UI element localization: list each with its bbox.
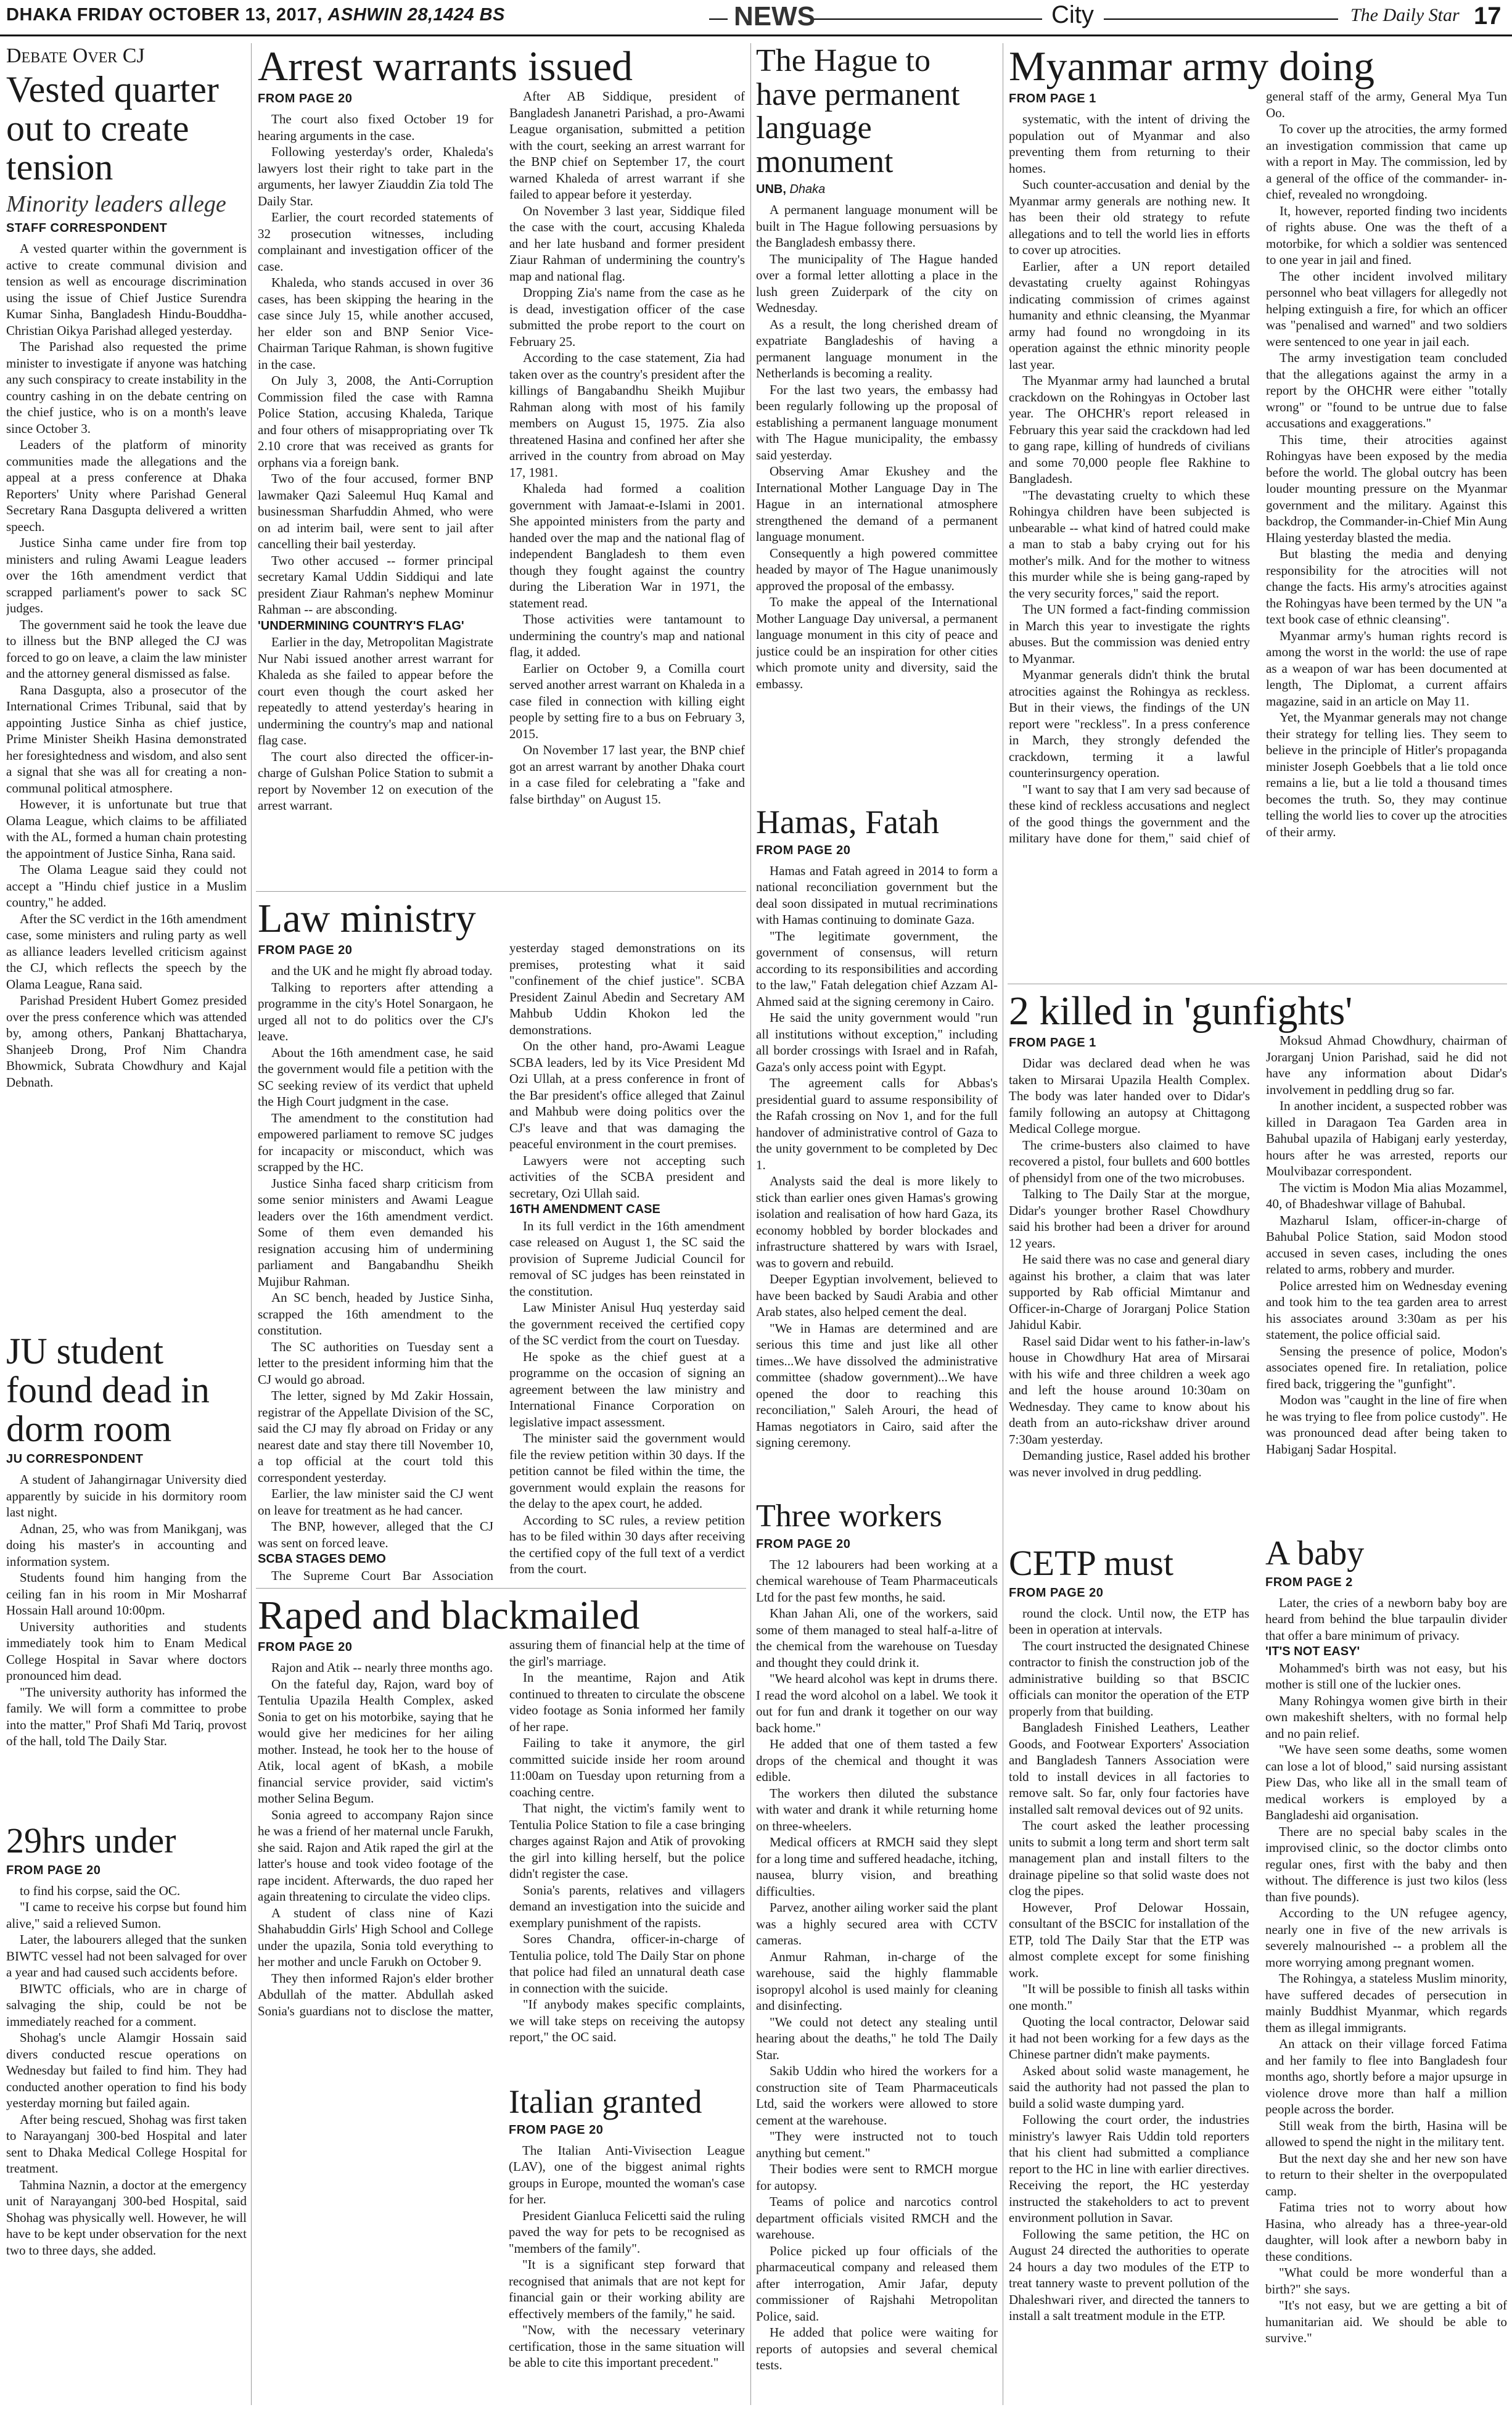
article-byline: FROM PAGE 20 (756, 1537, 851, 1551)
article-paragraph: "It is a significant step forward that recognised that animals that are not kept for financial gain or their working ability are effectively members of the family," he said. (509, 2257, 745, 2321)
article-paragraph: Earlier, after a UN report detailed devastating cruelty against Rohingyas indicating commission of crimes against humanity and ethnic cleansing, the Myanmar army had found no wrongdoing in its operation against the ethnic minority people last year. (1009, 258, 1250, 372)
article-paragraph: He said the unity government would "run all institutions without exception," including all border crossings with Israel and in Rafah, Gaza's only access point with Egypt. (756, 1010, 998, 1074)
article-paragraph: Parishad President Hubert Gomez presided over the press conference which was attended by, among others, Pankanj Bhattacharya, Shanjeeb Drong, Prof Nim Chandra Bhowmick, Subrata Chowdhury and Kajal Debnath. (6, 993, 247, 1090)
article-paragraph: However, Prof Delowar Hossain, consultant of the BSCIC for installation of the ETP, told The Daily Star that the ETP was almost complete except for some finishing work. (1009, 1899, 1249, 1980)
article-paragraph: 16TH AMENDMENT CASE (509, 1203, 660, 1217)
article-byline: FROM PAGE 20 (6, 1863, 101, 1877)
article-paragraph: Rajon and Atik -- nearly three months ago. (271, 1660, 493, 1676)
article-paragraph: Adnan, 25, who was from Manikganj, was doing his master's in accounting and information system. (6, 1521, 247, 1569)
article-paragraph: Mazharul Islam, officer-in-charge of Bahubal Police Station, said Modon stood accused in seven cases, including the ones related to arms, robbery and murder. (1266, 1212, 1507, 1277)
column-divider (251, 43, 252, 2405)
article-gunfights (1009, 990, 1507, 1539)
article-paragraph: A student of Jahangirnagar University died apparently by suicide in his dormitory room last night. (6, 1472, 247, 1520)
article-paragraph: The amendment to the constitution had empowered parliament to remove SC judges for incapacity or misconduct, which was scrapped by the HC. (258, 1110, 493, 1175)
article-headline: The Hague to have permanent language monument (756, 44, 960, 179)
article-byline: STAFF CORRESPONDENT (6, 221, 168, 235)
article-paragraph: "The university authority has informed the family. We will form a committee to probe into the matter," Prof Shafi Md Tariq, provost of the hall, told The Daily Star. (6, 1684, 247, 1748)
article-body (6, 241, 247, 1090)
article-byline: FROM PAGE 20 (258, 944, 353, 958)
article-paragraph: To cover up the atrocities, the army formed an investigation commission that came up with a report in May. The commission, led by a general of the office of the commander- in-chief, revealed no wrongdoing. (1266, 121, 1507, 202)
article-byline: FROM PAGE 20 (1009, 1585, 1104, 1600)
article-paragraph: Modon was "caught in the line of fire when he was trying to flee from police custody". He was pronounced dead after being taken to Habiganj Sadar Hospital. (1266, 1392, 1507, 1457)
article-headline: Law ministry (258, 897, 476, 941)
article-body (6, 1883, 247, 2259)
article-paragraph: "If anybody makes specific complaints, we will take steps on receiving the autopsy report," the OC said. (509, 1997, 745, 2045)
article-paragraph: But blasting the media and denying responsibility for the atrocities will not change the facts. His army's atrocities against the Rohingyas have been termed by the UN "a text book case of ethnic cleansing". (1266, 546, 1507, 627)
article-paragraph: The army investigation team concluded that the allegations against the army in a report by the OHCHR were either "totally wrong" or "found to be untrue due to false accusations and exaggerations." (1266, 350, 1507, 431)
article-paragraph: Demanding justice, Rasel added his brother was never involved in drug peddling. (1009, 1448, 1250, 1479)
article-paragraph: and the UK and he might fly abroad today. (271, 963, 493, 979)
article-paragraph: On the fateful day, Rajon, ward boy of Tentulia Upazila Health Complex, asked Sonia to get on his motorbike, saying that he would give her medicines for her ailing mother. Instead, he took her to the house of Atik, local agent of bKash, a mobile financial service provider, said victim's mother Selina Begum. (258, 1676, 493, 1806)
article-paragraph: "It will be possible to finish all tasks within one month." (1009, 1981, 1249, 2013)
article-paragraph: The 12 labourers had been working at a chemical warehouse of Team Pharmaceuticals Ltd for the past few months, he said. (756, 1557, 998, 1605)
article-paragraph: They then informed Rajon's elder brother Abdullah of the matter. Abdullah asked Sonia's guardians not to disclose the matter, assuring them of financial help at the time of the girl's marriage. (258, 1637, 745, 2018)
article-paragraph: The court asked the leather processing units to submit a long term and short term salt management plan and install filters to the drainage pipeline so that solid waste does not clog the pipes. (1009, 1818, 1249, 1899)
article-paragraph: "I came to receive his corpse but found him alive," said a relieved Sumon. (6, 1899, 247, 1931)
article-headline: Italian granted (509, 2084, 702, 2120)
article-paragraph: The UN formed a fact-finding commission in March this year to investigate the rights abuses. But the commission was denied entry to Myanmar. (1009, 602, 1250, 666)
header-rule (814, 19, 1042, 20)
article-divider (256, 1588, 746, 1589)
article-paragraph: Khaleda had formed a coalition government with Jamaat-e-Islami in 2001. She appointed ministers from the party and handed over the map and the national flag of independent Bangladesh to them even though they fought against the country during the Liberation War in 1971, the statement read. (509, 481, 745, 611)
article-paragraph: Teams of police and narcotics control department officials visited RMCH and the warehouse. (756, 2194, 998, 2242)
article-body (6, 1471, 247, 1750)
article-headline: 29hrs under (6, 1822, 176, 1861)
article-paragraph: On the other hand, pro-Awami League SCBA leaders, led by its Vice President Md Ozi Ullah, at a press conference in front of the Bar president's office alleged that Zainul and Mahbub were doing politics over the CJ's leave and that was damaging the peaceful environment in the court premises. (509, 1038, 745, 1152)
article-paragraph: Failing to take it anymore, the girl committed suicide inside her room around 11:00am on Tuesday upon returning from a coaching centre. (509, 1735, 745, 1799)
article-paragraph: Didar was declared dead when he was taken to Mirsarai Upazila Health Complex. The body was later handed over to Didar's family following an autopsy at Chittagong Medical College morgue. (1009, 1056, 1250, 1137)
article-paragraph: This time, their atrocities against Rohingyas have been exposed by the media before the world. The global outcry has been louder mounting pressure on the Myanmar government and the military. Against this backdrop, the Commander-in-Chief Min Aung Hlaing yesterday blasted the media. (1266, 432, 1507, 545)
article-ju-student (6, 1332, 247, 1819)
article-hague-monument (756, 44, 998, 800)
article-paragraph: Their bodies were sent to RMCH morgue for autopsy. (756, 2161, 998, 2193)
article-paragraph: As a result, the long cherished dream of expatriate Bangladeshis of having a permanent language monument in the Netherlands is becoming a reality. (756, 316, 998, 381)
article-paragraph: Quoting the local contractor, Delowar said it had not been working for a few days as the Chinese partner didn't make payments. (1009, 2014, 1249, 2062)
article-paragraph: "We have seen some deaths, some women can lose a lot of blood," said nursing assistant Piew Das, who like all in the small team of medical workers is employed by a Bangladeshi aid organisation. (1265, 1742, 1507, 1823)
article-arrest-warrants (258, 44, 745, 888)
article-paragraph: Analysts said the deal is more likely to stick than earlier ones given Hamas's growing isolation and realisation of how hard Gaza, its economy hobbled by border blockades and infrastructure shattered by wars with Israel, was to govern and rebuild. (756, 1174, 998, 1270)
article-paragraph: The Supreme Court Bar Association yesterday staged demonstrations on its premises, protesting what it said "confinement of the chief justice". SCBA President Zainul Abedin and Secretary AM Mahbub Uddin Khokon led the demonstrations. (271, 940, 745, 1583)
article-paragraph: Those activities were tantamount to undermining the country's map and national flag, it added. (509, 612, 745, 660)
article-paragraph: "We could not detect any stealing until hearing about the deaths," he told The Daily Star. (756, 2014, 998, 2062)
article-paragraph: Observing Amar Ekushey and the International Mother Language Day in The Hague in an international atmosphere strengthened the demand of a permanent language monument. (756, 464, 998, 545)
article-paragraph: round the clock. Until now, the ETP has been in operation at intervals. (1009, 1605, 1249, 1637)
article-paragraph: The victim is Modon Mia alias Mozammel, 40, of Bhadeshwar village of Bahubal. (1266, 1180, 1507, 1212)
header-rule (1104, 19, 1338, 20)
article-paragraph: Following the court order, the industries ministry's lawyer Rais Uddin told reporters that his client had submitted a compliance report to the HC in line with earlier directives. Receiving the report, the HC yesterday instructed the stakeholders to act to prevent environment pollution in Savar. (1009, 2112, 1249, 2226)
article-paragraph: He added that one of them tasted a few drops of the chemical and thought it was edible. (756, 1737, 998, 1785)
article-paragraph: Earlier, the law minister said the CJ went on leave for treatment as he had cancer. (258, 1486, 493, 1518)
article-paragraph: Asked about solid waste management, he said the authority had not passed the plan to build a solid waste dumping yard. (1009, 2063, 1249, 2111)
article-paragraph: In the meantime, Rajon and Atik continued to threaten to circulate the obscene video footage as Sonia informed her family of her rape. (509, 1670, 745, 1734)
article-paragraph: On July 3, 2008, the Anti-Corruption Commission filed the case with Ramna Police Station, accusing Khaleda, Tarique and four others of misappropriating over Tk 2.10 crore that was received as grants for orphans via a foreign bank. (258, 373, 493, 470)
article-paragraph: That night, the victim's family went to Tentulia Police Station to file a case bringing charges against Rajon and Atik of provoking the girl into killing herself, but the police didn't register the case. (509, 1801, 745, 1882)
article-headline: Myanmar army doing (1009, 44, 1374, 89)
article-paragraph: After the SC verdict in the 16th amendment case, some ministers and ruling party as well as alliance leaders levelled criticism against the CJ, which reflects the speech by the Olama League, Rana said. (6, 911, 247, 992)
article-paragraph: About the 16th amendment case, he said the government would file a petition with the SC seeking review of its verdict that upheld the High Court judgment in the case. (258, 1045, 493, 1109)
article-paragraph: According to SC rules, a review petition has to be filed within 30 days after receiving the certified copy of the full text of a verdict from the court. (509, 1512, 745, 1577)
article-body (258, 88, 745, 814)
article-paragraph: to find his corpse, said the OC. (20, 1883, 181, 1898)
article-paragraph: Following the same petition, the HC on August 24 directed the authorities to operate 24 hours a day two modules of the ETP to treat tannery waste to prevent pollution of the Dhaleshwari river, and directed the tanners to install a salt treatment module in the ETP. (1009, 2226, 1249, 2324)
article-paragraph: Myanmar generals didn't think the brutal atrocities against the Rohingya as reckless. But in their views, the findings of the UN report were "reckless". In a press conference in March, they strongly defended the crackdown, terming it a lawful counterinsurgency operation. (1009, 667, 1250, 781)
article-paragraph: Later, the cries of a newborn baby boy are heard from behind the blue tarpaulin divider that offer a bare minimum of privacy. (1265, 1595, 1507, 1643)
article-paragraph: The other incident involved military personnel who beat villagers for allegedly not helping extinguish a fire, for which an officer was "penalised and warned" and two soldiers were sentenced to one year in jail each. (1266, 268, 1507, 349)
section-city: City (1051, 1, 1094, 28)
article-paragraph: According to the UN refugee agency, nearly one in five of the new arrivals is severely malnourished -- a problem all the more worrying among pregnant women. (1265, 1906, 1507, 1970)
section-news: NEWS (734, 1, 815, 31)
article-paragraph: But the next day she and her new son have to return to their shelter in the overpopulated camp. (1265, 2150, 1507, 2198)
article-paragraph: The agreement calls for Abbas's presidential guard to assume responsibility of the Rafah crossing on Nov 1, and for the full handover of administrative control of Gaza to the unity government to be completed by Dec 1. (756, 1075, 998, 1172)
article-paragraph: SCBA STAGES DEMO (258, 1552, 386, 1566)
article-paragraph: Following yesterday's order, Khaleda's lawyers lost their right to take part in the arguments, her lawyer Ziauddin Zia told The Daily Star. (258, 144, 493, 208)
article-paragraph: After AB Siddique, president of Bangladesh Jananetri Parishad, a pro-Awami League organisation, submitted a petition with the court, seeking an arrest warrant for the BNP chief on September 17, the court warned Khaleda of arrest warrant if she failed to appear before it yesterday. (509, 89, 745, 202)
article-byline: FROM PAGE 1 (1009, 1036, 1096, 1050)
article-italian-granted (509, 2084, 745, 2405)
article-paragraph: systematic, with the intent of driving the population out of Myanmar and also preventing them from returning to their homes. (1009, 112, 1250, 176)
article-paragraph: Leaders of the platform of minority communities made the allegations and the appeal at a press conference at Dhaka Reporters' Unity where Parishad General Secretary Rana Dasgupta delivered a written speech. (6, 437, 247, 534)
article-paragraph: "The devastating cruelty to which these Rohingya children have been subjected is unbearable -- what kind of hatred could make a man to stab a baby crying out for his mother's milk. And for the mother to witness this murder while she is being gang-raped by the very security forces," said the report. (1009, 487, 1250, 601)
column-divider (750, 43, 751, 2405)
article-paragraph: On November 17 last year, the BNP chief got an arrest warrant by another Dhaka court in a case filed for celebrating a "fake and false birthday" on August 15. (509, 742, 745, 807)
article-headline: Raped and blackmailed (258, 1594, 640, 1638)
article-paragraph: "They were instructed not to touch anything but cement." (756, 2129, 998, 2160)
article-body (1265, 1595, 1507, 2346)
article-paragraph: The Italian Anti-Vivisection League (LAV), one of the biggest animal rights groups in Europe, mounted the woman's case for her. (509, 2142, 745, 2207)
article-paragraph: He said there was no case and general diary against his brother, a claim that was later supported by Rab official Mimtanur and Officer-in-Charge of Jorarganj Police Station Jahidul Kabir. (1009, 1252, 1250, 1333)
article-paragraph: On November 3 last year, Siddique filed the case with the court, accusing Khaleda and her late husband and former president Ziaur Rahman of undermining the country's map and national flag. (509, 203, 745, 284)
masthead-logo: The Daily Star (1350, 5, 1460, 25)
article-kicker: Debate Over CJ (6, 44, 145, 67)
article-paragraph: Anmur Rahman, in-charge of the warehouse, said the highly flammable isopropyl alcohol is used mainly for cleaning and disinfecting. (756, 1949, 998, 2013)
article-paragraph: The BNP, however, alleged that the CJ was sent on forced leave. (258, 1519, 493, 1550)
article-paragraph: In its full verdict in the 16th amendment case released on August 1, the SC said the provision of Supreme Judicial Council for removal of SC judges has been reinstated in the constitution. (509, 1218, 745, 1299)
article-byline: JU CORRESPONDENT (6, 1452, 144, 1466)
article-headline: CETP must (1009, 1545, 1173, 1583)
article-paragraph: Sores Chandra, officer-in-charge of Tentulia police, told The Daily Star on phone that police had filed an unnatural death case in connection with the suicide. (509, 1931, 745, 1996)
article-paragraph: "What could be more wonderful than a birth?" she says. (1265, 2265, 1507, 2297)
article-paragraph: Khaleda, who stands accused in over 36 cases, has been skipping the hearing in the case since July 15, while another accused, her elder son and BNP Senior Vice-Chairman Tarique Rahman, is shown fugitive in the case. (258, 275, 493, 372)
article-paragraph: However, it is unfortunate but true that Olama League, which claims to be affiliated with the AL, formed a human chain protesting the appointment of Justice Sinha, Rana said. (6, 797, 247, 861)
article-byline: FROM PAGE 20 (258, 1640, 353, 1655)
article-law-ministry (258, 897, 745, 1583)
article-paragraph: Earlier on October 9, a Comilla court served another arrest warrant on Khaleda in a case filed in connection with killing eight people by setting fire to a bus on February 3, 2015. (509, 660, 745, 741)
article-paragraph: Hamas and Fatah agreed in 2014 to form a national reconciliation government but the deal soon dissipated in mutual recriminations with Hamas continuing to dominate Gaza. (756, 863, 998, 927)
article-body (756, 1557, 998, 2374)
article-paragraph: According to the case statement, Zia had taken over as the country's president after the killings of Bangabandhu Sheikh Mujibur Rahman along with most of his family members on August 15, 1975. Zia also threatened Hasina and confined her after she arrived in the country from abroad on May 17, 1981. (509, 350, 745, 480)
article-paragraph: Police picked up four officials of the pharmaceutical company and released them after interrogation, Amir Jafar, deputy commissioner of Rajshahi Metropolitan Police, said. (756, 2243, 998, 2324)
article-paragraph: Sonia's parents, relatives and villagers demand an investigation into the suicide and exemplary punishment of the rapists. (509, 1882, 745, 1930)
article-paragraph: The municipality of The Hague handed over a formal letter allotting a place in the lush green Zuiderpark of the city on Wednesday. (756, 251, 998, 316)
article-paragraph: Two of the four accused, former BNP lawmaker Qazi Saleemul Huq Kamal and businessman Sharfuddin Ahmed, who were on ad interim bail, were sent to jail after cancelling their bail yesterday. (258, 471, 493, 552)
article-byline: FROM PAGE 2 (1265, 1575, 1353, 1589)
article-paragraph: The letter, signed by Md Zakir Hossain, registrar of the Appellate Division of the SC, said the CJ may fly abroad on Friday or any nearest date and stay there till November 10, a top official at the court told this correspondent yesterday. (258, 1388, 493, 1485)
article-paragraph: Later, the labourers alleged that the sunken BIWTC vessel had not been salvaged for over a year and had caused such accidents before. (6, 1932, 247, 1980)
article-paragraph: Justice Sinha came under fire from top ministers and ruling Awami League leaders over the 16th amendment verdict that scrapped parliament's power to sack SC judges. (6, 535, 247, 615)
article-a-baby (1265, 1536, 1507, 2405)
article-paragraph: He added that police were waiting for reports of autopsies and several chemical tests. (756, 2325, 998, 2373)
article-paragraph: Earlier in the day, Metropolitan Magistrate Nur Nabi issued another arrest warrant for Khaleda as she failed to appear before the court even though the court asked her repeatedly to attend yesterday's hearing in undermining the country's map and national flag case. (258, 635, 493, 748)
header-divider (0, 35, 1512, 36)
header-rule (709, 19, 728, 20)
article-paragraph: Many Rohingya women give birth in their own makeshift shelters, with no formal help and no pain relief. (1265, 1693, 1507, 1741)
article-paragraph: The court also fixed October 19 for hearing arguments in the case. (258, 112, 493, 143)
article-paragraph: The Myanmar army had launched a brutal crackdown on the Rohingyas in October last year. The OHCHR's report released in February this year said the crackdown had led to gang rape, killing of hundreds of civilians and some 70,000 people flee Rakhine to Bangladesh. (1009, 373, 1250, 487)
article-paragraph: The workers then diluted the substance with water and drank it while returning home on three-wheelers. (756, 1785, 998, 1833)
article-paragraph: University authorities and students immediately took him to Enam Medical College Hospital in Savar where doctors pronounced him dead. (6, 1619, 247, 1683)
article-paragraph: Mohammed's birth was not easy, but his mother is still one of the luckier ones. (1265, 1660, 1507, 1692)
article-body (258, 940, 745, 1583)
article-29hrs-under (6, 1822, 247, 2405)
article-paragraph: 'UNDERMINING COUNTRY'S FLAG' (258, 619, 464, 633)
article-paragraph: "The legitimate government, the government of consensus, will return according to its responsibilities and according to the law," Fatah delegation chief Azzam Al-Ahmed said at the signing ceremony in Cairo. (756, 928, 998, 1009)
article-body (1009, 1032, 1507, 1480)
article-paragraph: To make the appeal of the International Mother Language Day universal, a permanent language monument in this city of peace and justice could be an inspiration for other cities which promote unity and diversity, said the embassy. (756, 594, 998, 691)
article-paragraph: Lawyers were not accepting such activities of the SCBA president and secretary, Ozi Ullah said. (509, 1153, 745, 1201)
article-paragraph: The SC authorities on Tuesday sent a letter to the president informing him that the CJ would go abroad. (258, 1339, 493, 1387)
article-paragraph: The court instructed the designated Chinese contractor to finish the construction job of the administrative building so that BSCIC officials can monitor the operation of the ETP properly from that building. (1009, 1638, 1249, 1719)
article-paragraph: Khan Jahan Ali, one of the workers, said some of them managed to steal half-a-litre of the chemical from the warehouse on Tuesday and thought they could drink it. (756, 1606, 998, 1670)
article-paragraph: Talking to reporters after attending a programme in the city's Hotel Sonargaon, he urged all not to do politics over the CJ's leave. (258, 979, 493, 1044)
article-debate-cj (6, 44, 247, 1321)
article-body (756, 863, 998, 1451)
article-paragraph: Sonia agreed to accompany Rajon since he was a friend of her maternal uncle Farukh, she said. Rajon and Atik raped the girl at the latter's house and took video footage of the rape incident. Afterwards, the duo raped her again threatening to circulate the video clips. (258, 1807, 493, 1904)
article-paragraph: A permanent language monument will be built in The Hague following persuasions by the Bangladesh embassy there. (756, 202, 998, 250)
article-paragraph: "It's not easy, but we are getting a bit of humanitarian aid. We should be able to survive." (1265, 2298, 1507, 2346)
article-headline: Arrest warrants issued (258, 44, 633, 89)
article-paragraph: President Gianluca Felicetti said the ruling paved the way for pets to be recognised as "members of the family". (509, 2208, 745, 2256)
article-paragraph: Moksud Ahmad Chowdhury, chairman of Jorarganj Union Parishad, said he did not have any information about Didar's involvement in peddling drug so far. (1266, 1033, 1507, 1097)
article-paragraph: Law Minister Anisul Huq yesterday said the government received the certified copy of the SC verdict from the court on Tuesday. (509, 1300, 745, 1348)
article-paragraph: Deeper Egyptian involvement, believed to have been backed by Saudi Arabia and other Arab states, also helped cement the deal. (756, 1272, 998, 1320)
page-number: 17 (1474, 2, 1502, 30)
article-paragraph: Rana Dasgupta, also a prosecutor of the International Crimes Tribunal, said that by appointing Justice Sinha as chief justice, Prime Minister Sheikh Hasina demonstrated her foresightedness and wisdom, and also sent a signal that she was all for creating a non-communal political atmosphere. (6, 682, 247, 796)
article-body (509, 2142, 745, 2371)
article-paragraph: Two other accused -- former principal secretary Kamal Uddin Siddiqui and late president Ziaur Rahman's nephew Mominur Rahman -- are absconding. (258, 553, 493, 617)
article-paragraph: "We in Hamas are determined and are serious this time and just like all other times...We have dissolved the administrative committee (shadow government)...We have opened the door to reaching this reconciliation," Saleh Arouri, the head of Hamas negotiators in Cairo, said after the signing ceremony. (756, 1320, 998, 1450)
article-paragraph: Police arrested him on Wednesday evening and took him to the tea garden area to arrest his associates around 3:30am as per his statement, the police official said. (1266, 1278, 1507, 1343)
article-divider (256, 891, 746, 892)
article-paragraph: A student of class nine of Kazi Shahabuddin Girls' High School and College under the upazila, Sonia told everything to her mother and uncle Farukh on October 9. (258, 1905, 493, 1970)
article-headline: A baby (1265, 1536, 1365, 1573)
article-paragraph: Bangladesh Finished Leathers, Leather Goods, and Footwear Exporters' Association and Bangladesh Tanners Association were told to install devices in all factories to remove salt. So far, only four factories have installed salt removal devices out of 92 units. (1009, 1720, 1249, 1817)
article-paragraph: The crime-busters also claimed to have recovered a pistol, four bullets and 600 bottles of phensidyl from one of the two microbuses. (1009, 1137, 1250, 1185)
article-paragraph: An attack on their village forced Fatima and her family to flee into Bangladesh four months ago, shortly before a major upsurge in violence drove more than half a million people across the border. (1265, 2036, 1507, 2117)
article-body (1009, 1605, 1249, 2324)
article-headline: JU student found dead in dorm room (6, 1332, 210, 1449)
article-paragraph: 'IT'S NOT EASY' (1265, 1645, 1360, 1659)
article-paragraph: Medical officers at RMCH said they slept for a long time and suffered headache, itching, nausea, blurry vision, and breathing difficulties. (756, 1835, 998, 1899)
article-paragraph: Sakib Uddin who hired the workers for a construction site of Team Pharmaceuticals Ltd, said the workers were allowed to store cement at the warehouse. (756, 2063, 998, 2128)
article-paragraph: Sensing the presence of police, Modon's associates opened fire. In retaliation, police fired back, triggering the "gunfight". (1266, 1343, 1507, 1391)
article-byline: FROM PAGE 20 (258, 92, 353, 106)
article-paragraph: Tahmina Naznin, a doctor at the emergency unit of Narayanganj 300-bed Hospital, said Shohag was physically well. However, he will have to be kept under observation for the next two to three days, she added. (6, 2177, 247, 2258)
article-hamas-fatah (756, 805, 998, 1495)
article-paragraph: Such counter-accusation and denial by the Myanmar army generals are nothing new. It has been their old strategy to refute allegations and to tell the world lies in efforts to cover up atrocities. (1009, 177, 1250, 258)
article-raped-blackmailed (258, 1594, 745, 2081)
article-myanmar-army (1009, 44, 1507, 979)
article-paragraph: Consequently a high powered committee headed by mayor of The Hague unanimously approved the proposal of the embassy. (756, 545, 998, 593)
article-byline: FROM PAGE 20 (756, 843, 851, 857)
article-paragraph: He spoke as the chief guest at a programme on the occasion of signing an agreement between the law ministry and International Finance Corporation on legislative impact assessment. (509, 1349, 745, 1429)
article-paragraph: Yet, the Myanmar generals may not change their strategy for telling lies. They seem to believe in the principle of Hitler's propaganda minister Joseph Goebbels that a lie told once remains a lie, but a lie told a thousand times becomes the truth. So, they may continue telling the world lies to cover up the atrocities of their army. (1266, 710, 1507, 839)
article-paragraph: Parvez, another ailing worker said the plant was a highly secured area with CCTV cameras. (756, 1900, 998, 1948)
article-paragraph: Justice Sinha faced sharp criticism from some senior ministers and Awami League leaders over the 16th amendment verdict. Some of them even demanded his resignation accusing him of undermining parliament and Bangabandhu Sheikh Mujibur Rahman. (258, 1175, 493, 1289)
article-headline: 2 killed in 'gunfights' (1009, 990, 1353, 1034)
article-paragraph: Shohag's uncle Alamgir Hossain said divers conducted rescue operations on Wednesday but failed to find him. They had conducted another operation to find his body yesterday morning but failed again. (6, 2030, 247, 2111)
article-paragraph: Dropping Zia's name from the case as he is dead, investigation officer of the case submitted the probe report to the court on February 25. (509, 285, 745, 349)
article-paragraph: "I want to say that I am very sad because of these kind of reckless accusations and neglect of the good things the government and the military have done for them," said chief of general staff of the army, General Mya Tun Oo. (1009, 89, 1507, 846)
article-paragraph: Myanmar army's human rights record is among the worst in the world: the use of rape as a weapon of war has been documented at length, The Diplomat, a current affairs magazine, said in an article on May 11. (1266, 628, 1507, 709)
article-headline: Hamas, Fatah (756, 805, 939, 841)
article-paragraph: The Parishad also requested the prime minister to investigate if anyone was hatching any such conspiracy to create instability in the country cashing in on the debate centring on the chief justice, who is on a month's leave since October 3. (6, 339, 247, 436)
article-paragraph: The government said he took the leave due to illness but the BNP alleged the CJ was forced to go on leave, a claim the law minister and the attorney general dismissed as false. (6, 617, 247, 681)
article-paragraph: An SC bench, headed by Justice Sinha, scrapped the 16th amendment to the constitution. (258, 1290, 493, 1338)
article-three-workers (756, 1500, 998, 2405)
article-cetp-must (1009, 1545, 1249, 2405)
article-paragraph: Fatima tries not to worry about how Hasina, who already has a three-year-old daughter, will look after a newborn baby in these conditions. (1265, 2200, 1507, 2264)
article-body (756, 202, 998, 692)
article-paragraph: For the last two years, the embassy had been regularly following up the proposal of establishing a permanent language monument with The Hague municipality, the embassy said yesterday. (756, 382, 998, 463)
page-header (0, 0, 1512, 37)
article-headline: Vested quarter out to create tension (6, 69, 219, 187)
article-paragraph: After being rescued, Shohag was first taken to Narayanganj 300-bed Hospital and later sent to Dhaka Medical College Hospital for treatment. (6, 2112, 247, 2176)
article-subhead: Minority leaders allege (6, 191, 226, 217)
article-paragraph: The court also directed the officer-in-charge of Gulshan Police Station to submit a report by November 12 on execution of the arrest warrant. (258, 749, 493, 813)
article-body (1009, 88, 1507, 847)
article-paragraph: The Rohingya, a stateless Muslim minority, have suffered decades of persecution in mainly Buddhist Myanmar, which regards them as illegal immigrants. (1265, 1971, 1507, 2035)
article-paragraph: BIWTC officials, who are in charge of salvaging the ship, could be not be immediately reached for a comment. (6, 1981, 247, 2029)
article-paragraph: In another incident, a suspected robber was killed in Daragaon Tea Garden area in Bahubal upazila of Habiganj early yesterday, hours after he was arrested, reports our Moulvibazar correspondent. (1266, 1098, 1507, 1179)
article-paragraph: A vested quarter within the government is active to create communal division and tension as well as encourage discrimination using the issue of Chief Justice Surendra Kumar Sinha, Bangladesh Hindu-Bouddha-Christian Oikya Parishad alleged yesterday. (6, 241, 247, 338)
article-body (258, 1637, 745, 2046)
article-paragraph: The minister said the government would file the review petition within 30 days. If the petition cannot be filed within the time, the government would explain the reasons for the delay to the apex court, he added. (509, 1431, 745, 1511)
article-byline: UNB, Dhaka (756, 183, 826, 197)
article-paragraph: Rasel said Didar went to his father-in-law's house in Chowdhury Hat area of Mirsarai with his wife and three children a week ago and left the house around 10:30am on Wednesday. They came to know about his death from an auto-rickshaw driver around 7:30am yesterday. (1009, 1333, 1250, 1447)
article-paragraph: Students found him hanging from the ceiling fan in his room in Mir Mosharraf Hossain Hall around 10:00pm. (6, 1570, 247, 1618)
article-paragraph: Earlier, the court recorded statements of 32 prosecution witnesses, including complainant and investigation officer of the case. (258, 210, 493, 274)
article-paragraph: "Now, with the necessary veterinary certification, those in the same situation will be able to cite this important precedent." (509, 2322, 745, 2371)
article-paragraph: There are no special baby scales in the improvised clinic, so the doctor climbs onto regular ones, first with the baby and then without. The difference is just two kilos (less than five pounds). (1265, 1824, 1507, 1904)
article-paragraph: Still weak from the birth, Hasina will be allowed to spend the night in the military tent. (1265, 2118, 1507, 2150)
article-paragraph: The Olama League said they could not accept a "Hindu chief justice in a Muslim country," he added. (6, 862, 247, 910)
article-paragraph: Talking to The Daily Star at the morgue, Didar's younger brother Rasel Chowdhury said his brother had been a driver for around 12 years. (1009, 1186, 1250, 1251)
article-paragraph: It, however, reported finding two incidents of rights abuse. One was the theft of a motorbike, for which a soldier was sentenced to one year in jail and fined. (1266, 203, 1507, 268)
article-headline: Three workers (756, 1500, 942, 1534)
article-byline: FROM PAGE 20 (509, 2123, 604, 2137)
issue-date: DHAKA FRIDAY OCTOBER 13, 2017, ASHWIN 28,1424 BS (6, 5, 505, 25)
article-byline: FROM PAGE 1 (1009, 92, 1096, 106)
article-paragraph: "We heard alcohol was kept in drums there. I read the word alcohol on a label. We took it out for fun and drank it together on our way back home." (756, 1671, 998, 1735)
